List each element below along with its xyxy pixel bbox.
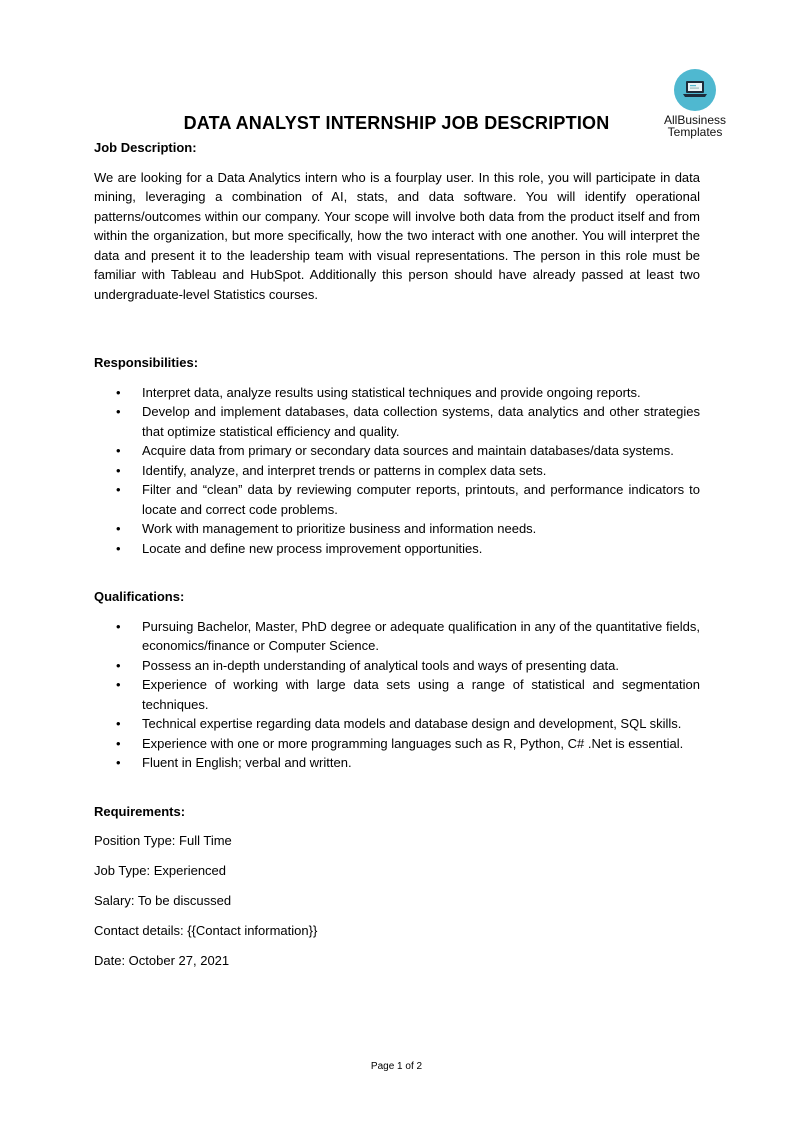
bullet-icon: •	[116, 755, 121, 770]
bullet-icon: •	[116, 443, 121, 458]
responsibilities-item	[94, 461, 700, 481]
requirement-line: Date: October 27, 2021	[94, 953, 230, 968]
responsibilities-item	[94, 441, 700, 461]
requirement-line: Contact details: {{Contact information}}	[94, 923, 318, 938]
requirements-lines	[94, 831, 700, 981]
requirements-heading: Requirements:	[94, 803, 186, 819]
bullet-icon: •	[116, 657, 121, 673]
requirement-line: Position Type: Full Time	[94, 833, 232, 848]
bullet-icon: •	[116, 404, 121, 419]
qualifications-item	[94, 734, 700, 754]
responsibilities-item-text: Identify, analyze, and interpret trends or patterns in complex data sets.	[142, 462, 547, 478]
responsibilities-item-text: Acquire data from primary or secondary data sources and maintain databases/data systems.	[142, 443, 674, 458]
qualifications-item-text: Experience with one or more programming languages such as R, Python, C# .Net is essential.	[142, 735, 684, 751]
qualifications-heading: Qualifications:	[94, 589, 185, 604]
qualifications-item	[94, 753, 700, 773]
requirement-line: Salary: To be discussed	[94, 893, 232, 908]
bullet-icon: •	[116, 677, 121, 692]
responsibilities-item	[94, 539, 700, 559]
document-title: DATA ANALYST INTERNSHIP JOB DESCRIPTION	[183, 113, 610, 133]
responsibilities-item	[94, 383, 700, 403]
responsibilities-item-text: Filter and “clean” data by reviewing computer reports, printouts, and performance indicators to locate and correct code problems.	[142, 482, 700, 517]
job-description-heading: Job Description:	[94, 140, 197, 155]
qualifications-list	[94, 617, 700, 773]
requirement-line: Job Type: Experienced	[94, 863, 227, 878]
qualifications-item	[94, 714, 700, 734]
responsibilities-heading: Responsibilities:	[94, 355, 199, 370]
responsibilities-item-text: Work with management to prioritize business and information needs.	[142, 521, 537, 536]
bullet-icon: •	[116, 482, 121, 497]
qualifications-item-text: Possess an in-depth understanding of analytical tools and ways of presenting data.	[142, 657, 619, 673]
bullet-icon: •	[116, 462, 121, 478]
bullet-icon: •	[116, 521, 121, 536]
bullet-icon: •	[116, 618, 121, 634]
responsibilities-item	[94, 402, 700, 441]
bullet-icon: •	[116, 384, 121, 400]
qualifications-item-text: Experience of working with large data sets using a range of statistical and segmentation techniques.	[142, 677, 700, 712]
logo-line-1: AllBusiness	[663, 113, 727, 127]
laptop-icon	[674, 69, 716, 111]
bullet-icon: •	[116, 735, 121, 751]
qualifications-item	[94, 617, 700, 656]
qualifications-item	[94, 675, 700, 714]
bullet-icon: •	[116, 716, 121, 731]
responsibilities-item	[94, 480, 700, 519]
qualifications-item-text: Pursuing Bachelor, Master, PhD degree or adequate qualification in any of the quantitative fields, economics/finance or Computer Science.	[142, 618, 700, 653]
qualifications-item-text: Fluent in English; verbal and written.	[142, 755, 352, 770]
document-body	[94, 138, 700, 981]
responsibilities-item-text: Locate and define new process improvement opportunities.	[142, 540, 483, 556]
job-description-text: We are looking for a Data Analytics intern who is a fourplay user. In this role, you will participate in data mining, leveraging a combination of AI, stats, and data software. You will identify operational patterns/outcomes within our company. Your scope will involve both data from the product itself and from within the organization, but more specifically, how the two interact with one another. You will interpret the data and present it to the leadership team with visual representations. The person in this role must be familiar with Tableau and HubSpot. Additionally this person should have already passed at least two undergraduate-level Statistics courses.	[94, 169, 700, 302]
qualifications-item-text: Technical expertise regarding data models and database design and development, SQL skills.	[142, 716, 682, 731]
logo-line-2: Templates	[667, 125, 723, 139]
responsibilities-item-text: Develop and implement databases, data collection systems, data analytics and other strategies that optimize statistical efficiency and quality.	[142, 404, 700, 439]
responsibilities-item-text: Interpret data, analyze results using statistical techniques and provide ongoing reports.	[142, 384, 641, 400]
qualifications-item	[94, 656, 700, 676]
responsibilities-item	[94, 519, 700, 539]
responsibilities-list	[94, 383, 700, 559]
bullet-icon: •	[116, 540, 121, 556]
page-number: Page 1 of 2	[370, 1061, 423, 1072]
